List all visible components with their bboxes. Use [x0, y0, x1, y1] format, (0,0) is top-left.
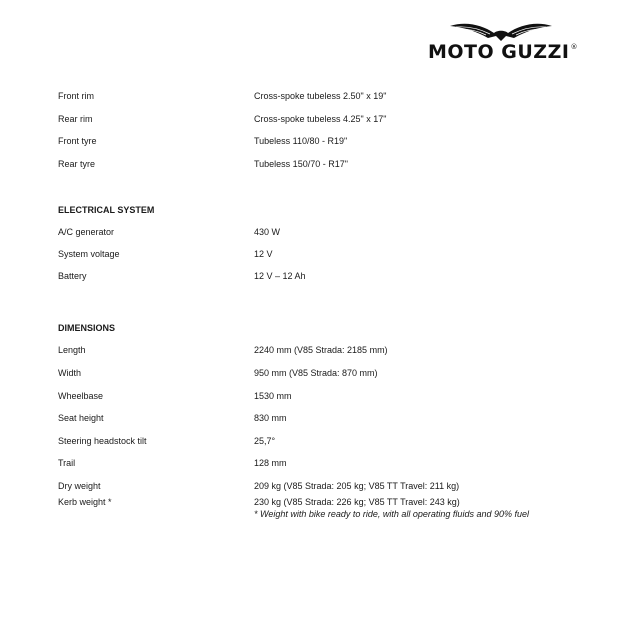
- spec-value: 25,7°: [254, 436, 276, 446]
- spec-value: 128 mm: [254, 458, 287, 468]
- spec-value: 950 mm (V85 Strada: 870 mm): [254, 368, 378, 378]
- spec-value: Cross-spoke tubeless 4.25" x 17": [254, 114, 387, 124]
- spec-row-dry-weight: [0, 481, 624, 493]
- spec-row-system-voltage: [0, 249, 624, 261]
- spec-value: Tubeless 110/80 - R19": [254, 136, 348, 146]
- spec-label: Width: [58, 368, 82, 378]
- spec-row-front-rim: [0, 91, 624, 103]
- spec-row-steering-tilt: [0, 436, 624, 448]
- spec-row-ac-generator: [0, 227, 624, 239]
- spec-row-battery: [0, 271, 624, 283]
- section-heading-dimensions: DIMENSIONS: [58, 323, 116, 333]
- spec-value: 2240 mm (V85 Strada: 2185 mm): [254, 345, 388, 355]
- spec-label: Wheelbase: [58, 391, 104, 401]
- spec-label: Steering headstock tilt: [58, 436, 147, 446]
- spec-label: Seat height: [58, 413, 104, 423]
- spec-label: Rear tyre: [58, 159, 96, 169]
- spec-row-length: [0, 345, 624, 357]
- weight-footnote: * Weight with bike ready to ride, with all operating fluids and 90% fuel: [254, 509, 529, 519]
- spec-label: Front rim: [58, 91, 94, 101]
- spec-label: System voltage: [58, 249, 120, 259]
- spec-label: Front tyre: [58, 136, 97, 146]
- spec-value: 430 W: [254, 227, 281, 237]
- spec-value: 12 V – 12 Ah: [254, 271, 306, 281]
- spec-label: Rear rim: [58, 114, 93, 124]
- spec-row-rear-tyre: [0, 159, 624, 171]
- eagle-icon: [448, 22, 554, 42]
- spec-label: Battery: [58, 271, 87, 281]
- spec-row-front-tyre: [0, 136, 624, 148]
- spec-value: 12 V: [254, 249, 273, 259]
- spec-label: Trail: [58, 458, 76, 468]
- spec-value: 209 kg (V85 Strada: 205 kg; V85 TT Travel: 211 kg): [254, 481, 460, 491]
- spec-label: A/C generator: [58, 227, 115, 237]
- spec-label: Length: [58, 345, 86, 355]
- spec-value: 1530 mm: [254, 391, 292, 401]
- spec-row-wheelbase: [0, 391, 624, 403]
- spec-value: 230 kg (V85 Strada: 226 kg; V85 TT Travel: 243 kg): [254, 497, 460, 507]
- section-heading-electrical: ELECTRICAL SYSTEM: [58, 205, 155, 215]
- spec-row-rear-rim: [0, 114, 624, 126]
- spec-label: Dry weight: [58, 481, 101, 491]
- spec-row-kerb-weight: [0, 497, 624, 509]
- spec-value: 830 mm: [254, 413, 287, 423]
- brand-logo: [426, 22, 578, 68]
- spec-row-trail: [0, 458, 624, 470]
- spec-value: Tubeless 150/70 - R17": [254, 159, 348, 169]
- spec-label: Kerb weight *: [58, 497, 112, 507]
- brand-wordmark: MOTO GUZZI®: [428, 41, 578, 63]
- spec-row-width: [0, 368, 624, 380]
- spec-row-seat-height: [0, 413, 624, 425]
- spec-value: Cross-spoke tubeless 2.50" x 19": [254, 91, 387, 101]
